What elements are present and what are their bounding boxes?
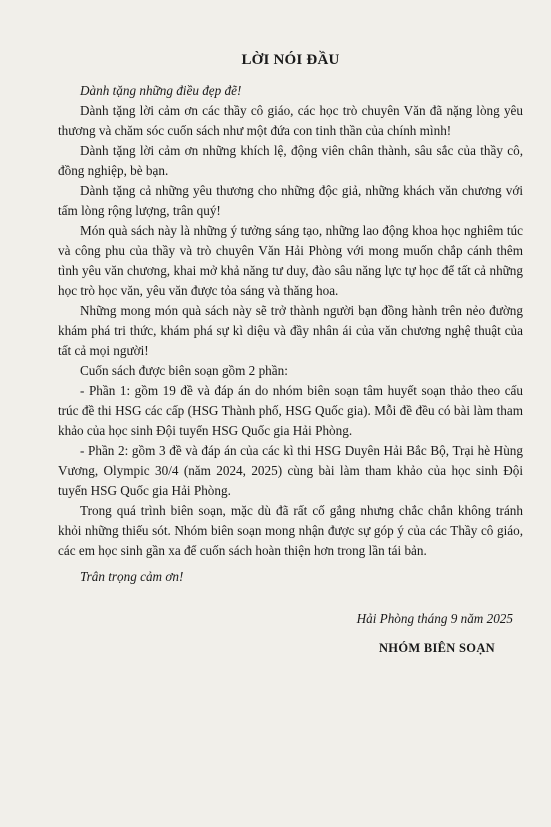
paragraph-3: Dành tặng cả những yêu thương cho những độc giả, những khách văn chương với tấm lòng rộng lượng, trân quý! bbox=[58, 183, 523, 218]
dedication-line: Dành tặng những điều đẹp đẽ! bbox=[80, 83, 242, 98]
paragraph-2: Dành tặng lời cảm ơn những khích lệ, động viên chân thành, sâu sắc của thầy cô, đồng nghiệp, bè bạn. bbox=[58, 143, 523, 178]
signature: NHÓM BIÊN SOẠN bbox=[378, 641, 495, 655]
paragraph-6: Cuốn sách được biên soạn gồm 2 phần: bbox=[80, 363, 288, 378]
paragraph-4: Món quà sách này là những ý tưởng sáng tạo, những lao động khoa học nghiêm túc và công phu của thầy và trò chuyên Văn Hải Phòng với mong muốn chắp cánh thêm tình yêu văn chương, khai mở khả năng tư duy, đào sâu năng lực tự học để tất cả những học trò học văn, yêu văn được tỏa sáng và thăng hoa. bbox=[58, 223, 523, 298]
page-title: LỜI NÓI ĐẦU bbox=[241, 52, 340, 68]
paragraph-part-1: - Phần 1: gồm 19 đề và đáp án do nhóm biên soạn tâm huyết soạn thảo theo cấu trúc đề thi HSG các cấp (HSG Thành phố, HSG Quốc gia). Mỗi đề đều có bài làm tham khảo của học sinh Đội tuyển HSG Quốc gia Hải Phòng. bbox=[58, 383, 523, 438]
paragraph-5: Những mong món quà sách này sẽ trở thành người bạn đồng hành trên nẻo đường khám phá tri thức, khám phá sự kì diệu và đầy nhân ái của văn chương nghệ thuật của tất cả mọi người! bbox=[58, 303, 523, 358]
paragraph-part-2: - Phần 2: gồm 3 đề và đáp án của các kì thi HSG Duyên Hải Bắc Bộ, Trại hè Hùng Vương, Olympic 30/4 (năm 2024, 2025) cùng bài làm tham khảo của học sinh Đội tuyển HSG Quốc gia Hải Phòng. bbox=[58, 443, 523, 498]
closing-thanks: Trân trọng cảm ơn! bbox=[80, 569, 184, 584]
paragraph-1: Dành tặng lời cảm ơn các thầy cô giáo, các học trò chuyên Văn đã nặng lòng yêu thương và chăm sóc cuốn sách như một đứa con tinh thần của chính mình! bbox=[58, 103, 523, 138]
paragraph-closing-note: Trong quá trình biên soạn, mặc dù đã rất cố gắng nhưng chắc chắn không tránh khỏi những thiếu sót. Nhóm biên soạn mong nhận được sự góp ý của các Thầy cô giáo, các em học sinh gần xa để cuốn sách hoàn thiện hơn trong lần tái bản. bbox=[58, 503, 523, 558]
place-date: Hải Phòng tháng 9 năm 2025 bbox=[356, 611, 513, 626]
